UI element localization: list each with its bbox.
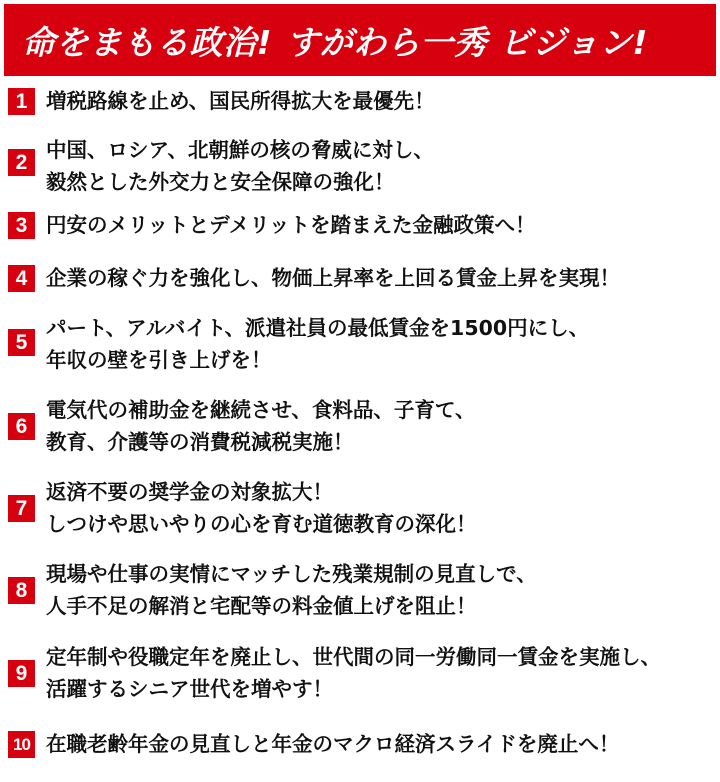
item-text-line: 現場や仕事の実情にマッチした残業規制の見直しで、 (46, 562, 537, 586)
item-text-line: 定年制や役職定年を廃止し、世代間の同一労働同一賃金を実施し、 (46, 645, 661, 669)
item-text-line: 在職老齢年金の見直しと年金のマクロ経済スライドを廃止へ！ (46, 732, 620, 756)
item-number-badge: 8 (8, 577, 35, 604)
item-text-line: 電気代の補助金を継続させ、食料品、子育て、 (46, 398, 476, 422)
item-number-badge: 7 (8, 495, 35, 522)
header-title: 命をまもる政治! (22, 22, 273, 62)
item-text-line: 返済不要の奨学金の対象拡大！ (46, 480, 333, 504)
item-number-badge: 3 (8, 212, 35, 239)
item-text-line: しつけや思いやりの心を育む道徳教育の深化！ (46, 512, 477, 536)
header-title-group (22, 17, 648, 64)
header-subtitle: すがわら一秀 ビジョン! (286, 22, 648, 62)
item-number-badge: 4 (8, 265, 35, 292)
item-text-line: 毅然とした外交力と安全保障の強化！ (46, 170, 395, 194)
item-number-badge: 5 (8, 329, 35, 356)
item-text-line: 教育、介護等の消費税減税実施！ (46, 430, 354, 454)
item-number-badge: 1 (8, 88, 35, 115)
item-text-line: パート、アルバイト、派遣社員の最低賃金を1500円にし、 (46, 316, 590, 340)
item-text-line: 円安のメリットとデメリットを踏まえた金融政策へ！ (46, 213, 536, 237)
item-text-line: 中国、ロシア、北朝鮮の核の脅威に対し、 (46, 138, 434, 162)
item-number-badge: 2 (8, 149, 35, 176)
item-text-line: 企業の稼ぐ力を強化し、物価上昇率を上回る賃金上昇を実現！ (46, 266, 620, 290)
item-text-line: 年収の壁を引き上げを！ (46, 348, 272, 372)
item-number-badge: 6 (8, 413, 35, 440)
item-text-line: 増税路線を止め、国民所得拡大を最優先！ (46, 89, 435, 113)
item-number-badge: 10 (8, 731, 35, 758)
header-banner (4, 4, 716, 76)
item-number-badge: 9 (8, 660, 35, 687)
item-text-line: 人手不足の解消と宅配等の料金値上げを阻止！ (46, 594, 477, 618)
item-text-line: 活躍するシニア世代を増やす！ (46, 677, 333, 701)
